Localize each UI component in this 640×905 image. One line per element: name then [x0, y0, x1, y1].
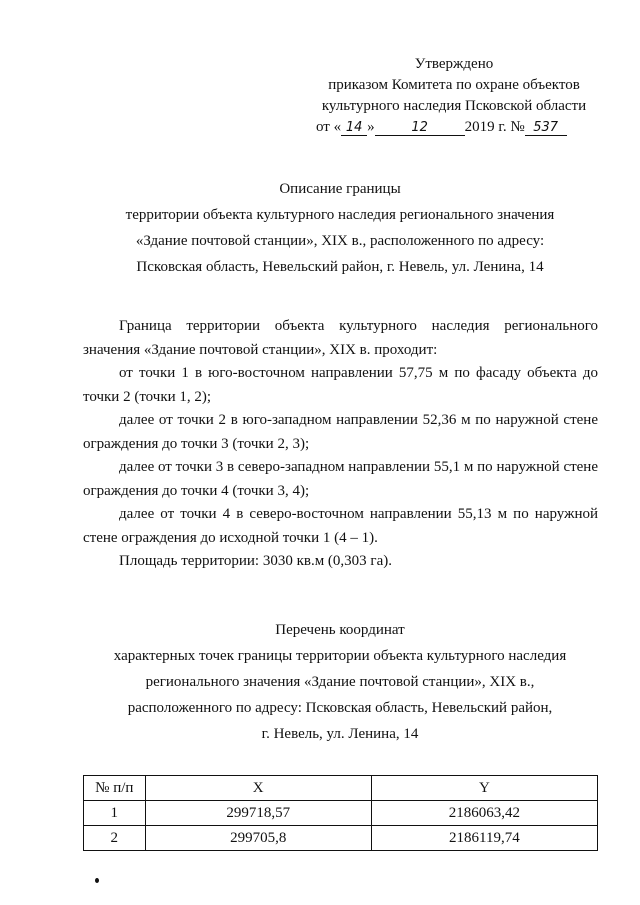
handwritten-month: 12: [375, 121, 465, 136]
paragraph-segment-2-3: далее от точки 2 в юго-западном направлении 52,36 м по наружной стене ограждения до точки 3 (точки 2, 3);: [83, 412, 598, 452]
list-title-line-2: характерных точек границы территории объекта культурного наследия: [113, 648, 567, 664]
paragraph-intro: Граница территории объекта культурного наследия регионального значения «Здание почтовой станции», XIX в. проходит:: [83, 318, 598, 358]
date-prefix: от «: [316, 119, 342, 135]
table-row: [84, 826, 598, 851]
date-year: 2019 г. №: [464, 119, 525, 135]
header-number: № п/п: [84, 776, 146, 801]
table-row: [84, 801, 598, 826]
cell-y: 2186119,74: [371, 826, 597, 851]
list-title-line-3: регионального значения «Здание почтовой станции», XIX в.,: [145, 674, 535, 690]
coordinates-table: [83, 775, 598, 851]
paragraph-segment-4-1: далее от точки 4 в северо-восточном направлении 55,13 м по наружной стене ограждения до исходной точки 1 (4 – 1).: [83, 506, 598, 546]
cell-x: 299705,8: [145, 826, 371, 851]
boundary-description: [83, 315, 598, 574]
cell-number: 1: [84, 801, 146, 826]
paragraph-area: Площадь территории: 3030 кв.м (0,303 га).: [119, 553, 392, 569]
cell-number: 2: [84, 826, 146, 851]
header-y: Y: [371, 776, 597, 801]
paragraph-segment-1-2: от точки 1 в юго-восточном направлении 57,75 м по фасаду объекта до точки 2 (точки 1, 2);: [83, 365, 598, 405]
title-line-2: территории объекта культурного наследия регионального значения: [125, 207, 555, 223]
coordinates-list-title: [60, 617, 620, 747]
approval-order-line: приказом Комитета по охране объектов: [328, 77, 580, 93]
approval-committee-line: культурного наследия Псковской области: [321, 98, 587, 114]
description-title: [60, 176, 620, 280]
title-line-1: Описание границы: [279, 181, 401, 197]
handwritten-day: 14: [341, 121, 367, 136]
header-x: X: [145, 776, 371, 801]
paragraph-segment-3-4: далее от точки 3 в северо-западном направлении 55,1 м по наружной стене ограждения до точки 4 (точки 3, 4);: [83, 459, 598, 499]
list-title-line-1: Перечень координат: [275, 622, 405, 638]
approval-title: Утверждено: [414, 56, 494, 72]
approval-date-line: [294, 117, 614, 138]
approval-block: [294, 54, 614, 138]
ink-dot-mark: [95, 878, 99, 883]
handwritten-order-number: 537: [525, 121, 567, 136]
title-line-4: Псковская область, Невельский район, г. Невель, ул. Ленина, 14: [136, 259, 544, 275]
cell-y: 2186063,42: [371, 801, 597, 826]
date-mid: »: [367, 119, 375, 135]
table-header-row: [84, 776, 598, 801]
title-line-3: «Здание почтовой станции», XIX в., расположенного по адресу:: [135, 233, 545, 249]
cell-x: 299718,57: [145, 801, 371, 826]
list-title-line-5: г. Невель, ул. Ленина, 14: [261, 726, 419, 742]
list-title-line-4: расположенного по адресу: Псковская область, Невельский район,: [127, 700, 553, 716]
